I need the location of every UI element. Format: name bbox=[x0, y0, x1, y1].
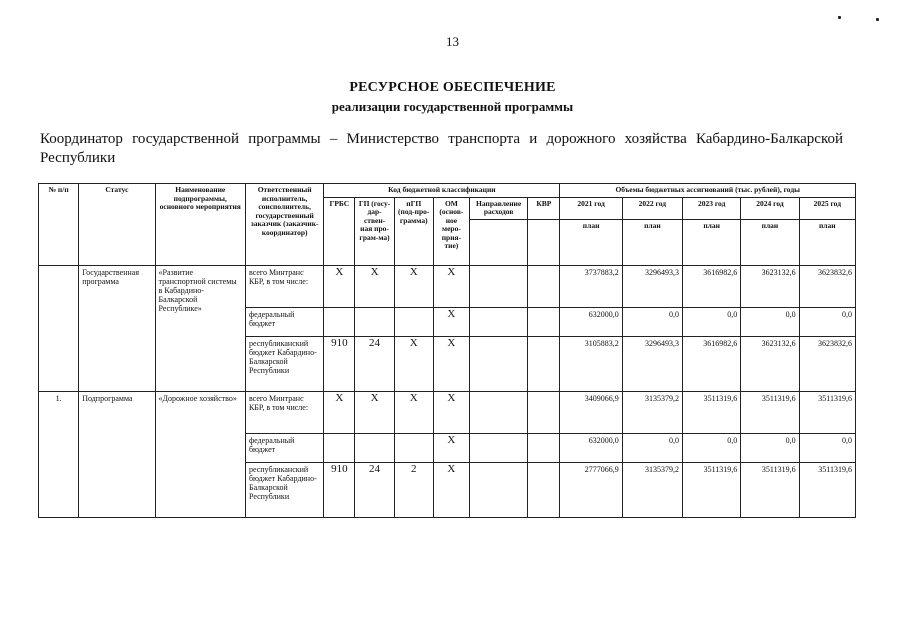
cell-grbs bbox=[324, 307, 355, 336]
header-volumes: Объемы бюджетных ассигнований (тыс. рублей), годы bbox=[560, 184, 856, 198]
cell-value: 0,0 bbox=[741, 307, 799, 336]
cell-value: 2777066,9 bbox=[560, 462, 622, 517]
header-status: Статус bbox=[79, 184, 155, 266]
cell-grbs bbox=[324, 433, 355, 462]
cell-value: 3616982,6 bbox=[683, 336, 741, 391]
cell-gp bbox=[355, 433, 394, 462]
cell-value: 0,0 bbox=[683, 307, 741, 336]
cell-pgp: Х bbox=[394, 265, 433, 307]
header-blank bbox=[469, 219, 527, 265]
scan-speck bbox=[838, 16, 841, 19]
cell-kvr bbox=[528, 391, 560, 433]
cell-pgp: Х bbox=[394, 391, 433, 433]
cell-name: «Развитие транспортной системы в Кабардино-Балкарской Республике» bbox=[155, 265, 245, 391]
cell-om: Х bbox=[433, 336, 469, 391]
cell-pgp: Х bbox=[394, 336, 433, 391]
cell-pgp bbox=[394, 433, 433, 462]
cell-value: 632000,0 bbox=[560, 307, 622, 336]
cell-value: 3511319,6 bbox=[741, 462, 799, 517]
cell-executor: федеральный бюджет bbox=[245, 433, 323, 462]
cell-om: Х bbox=[433, 391, 469, 433]
cell-value: 3105883,2 bbox=[560, 336, 622, 391]
cell-value: 0,0 bbox=[622, 433, 682, 462]
cell-value: 3511319,6 bbox=[799, 462, 855, 517]
page-number: 13 bbox=[446, 34, 459, 49]
header-year: 2022 год bbox=[622, 197, 682, 219]
cell-executor: всего Минтранс КБР, в том числе: bbox=[245, 391, 323, 433]
cell-direction bbox=[469, 391, 527, 433]
cell-direction bbox=[469, 336, 527, 391]
cell-gp: Х bbox=[355, 391, 394, 433]
header-direction: Направление расходов bbox=[469, 197, 527, 219]
cell-executor: республиканский бюджет Кабардино-Балкарской Республики bbox=[245, 336, 323, 391]
cell-gp: 24 bbox=[355, 462, 394, 517]
header-blank bbox=[528, 219, 560, 265]
cell-num: 1. bbox=[39, 391, 79, 517]
cell-executor: республиканский бюджет Кабардино-Балкарской Республики bbox=[245, 462, 323, 517]
cell-om: Х bbox=[433, 462, 469, 517]
table-row bbox=[39, 265, 856, 307]
header-name: Наименование подпрограммы, основного мероприятия bbox=[155, 184, 245, 266]
header-kvr: КВР bbox=[528, 197, 560, 219]
cell-value: 3623132,6 bbox=[741, 336, 799, 391]
cell-value: 0,0 bbox=[799, 307, 855, 336]
cell-direction bbox=[469, 462, 527, 517]
resource-table bbox=[38, 183, 856, 518]
header-plan: план bbox=[799, 219, 855, 265]
header-year: 2025 год bbox=[799, 197, 855, 219]
cell-direction bbox=[469, 433, 527, 462]
header-grbs: ГРБС bbox=[324, 197, 355, 265]
cell-kvr bbox=[528, 307, 560, 336]
header-pgp: пГП (под-про-грамма) bbox=[394, 197, 433, 265]
cell-status: Государственная программа bbox=[79, 265, 155, 391]
cell-value: 3623832,6 bbox=[799, 336, 855, 391]
cell-om: Х bbox=[433, 433, 469, 462]
cell-value: 3135379,2 bbox=[622, 391, 682, 433]
cell-value: 3409066,9 bbox=[560, 391, 622, 433]
cell-value: 0,0 bbox=[683, 433, 741, 462]
cell-gp bbox=[355, 307, 394, 336]
cell-pgp: 2 bbox=[394, 462, 433, 517]
cell-kvr bbox=[528, 336, 560, 391]
cell-direction bbox=[469, 265, 527, 307]
cell-grbs: 910 bbox=[324, 462, 355, 517]
cell-value: 3296493,3 bbox=[622, 265, 682, 307]
title-block bbox=[0, 80, 905, 115]
header-year: 2024 год bbox=[741, 197, 799, 219]
cell-value: 3616982,6 bbox=[683, 265, 741, 307]
cell-executor: всего Минтранс КБР, в том числе: bbox=[245, 265, 323, 307]
cell-value: 3511319,6 bbox=[683, 462, 741, 517]
header-om: ОМ (основ-ное меро-прия-тие) bbox=[433, 197, 469, 265]
cell-num bbox=[39, 265, 79, 391]
cell-value: 3511319,6 bbox=[741, 391, 799, 433]
header-plan: план bbox=[741, 219, 799, 265]
header-plan: план bbox=[622, 219, 682, 265]
document-title: РЕСУРСНОЕ ОБЕСПЕЧЕНИЕ bbox=[349, 80, 556, 95]
coordinator-line: Координатор государственной программы – Министерство транспорта и дорожного хозяйства Кабардино-Балкарской Республики bbox=[40, 131, 843, 166]
header-budget-code: Код бюджетной классификации bbox=[324, 184, 560, 198]
cell-value: 3623132,6 bbox=[741, 265, 799, 307]
cell-om: Х bbox=[433, 307, 469, 336]
cell-grbs: Х bbox=[324, 265, 355, 307]
header-year: 2021 год bbox=[560, 197, 622, 219]
cell-pgp bbox=[394, 307, 433, 336]
cell-value: 0,0 bbox=[622, 307, 682, 336]
cell-executor: федеральный бюджет bbox=[245, 307, 323, 336]
cell-value: 3296493,3 bbox=[622, 336, 682, 391]
cell-status: Подпрограмма bbox=[79, 391, 155, 517]
header-plan: план bbox=[560, 219, 622, 265]
cell-value: 3511319,6 bbox=[799, 391, 855, 433]
cell-grbs: 910 bbox=[324, 336, 355, 391]
document-subtitle: реализации государственной программы bbox=[331, 99, 574, 114]
cell-direction bbox=[469, 307, 527, 336]
scan-speck bbox=[876, 18, 879, 21]
header-executor: Ответственный исполнитель, соисполнитель, государственный заказчик (заказчик-координатор) bbox=[245, 184, 323, 266]
header-plan: план bbox=[683, 219, 741, 265]
cell-grbs: Х bbox=[324, 391, 355, 433]
cell-value: 3135379,2 bbox=[622, 462, 682, 517]
header-gp: ГП (госу-дар-ствен-ная про-грам-ма) bbox=[355, 197, 394, 265]
cell-value: 3737883,2 bbox=[560, 265, 622, 307]
cell-value: 3511319,6 bbox=[683, 391, 741, 433]
table-row bbox=[39, 391, 856, 433]
cell-value: 0,0 bbox=[741, 433, 799, 462]
cell-om: Х bbox=[433, 265, 469, 307]
cell-gp: Х bbox=[355, 265, 394, 307]
cell-value: 3623832,6 bbox=[799, 265, 855, 307]
cell-value: 632000,0 bbox=[560, 433, 622, 462]
header-num: № п/п bbox=[39, 184, 79, 266]
cell-kvr bbox=[528, 265, 560, 307]
cell-name: «Дорожное хозяйство» bbox=[155, 391, 245, 517]
header-year: 2023 год bbox=[683, 197, 741, 219]
cell-value: 0,0 bbox=[799, 433, 855, 462]
cell-kvr bbox=[528, 462, 560, 517]
cell-kvr bbox=[528, 433, 560, 462]
cell-gp: 24 bbox=[355, 336, 394, 391]
